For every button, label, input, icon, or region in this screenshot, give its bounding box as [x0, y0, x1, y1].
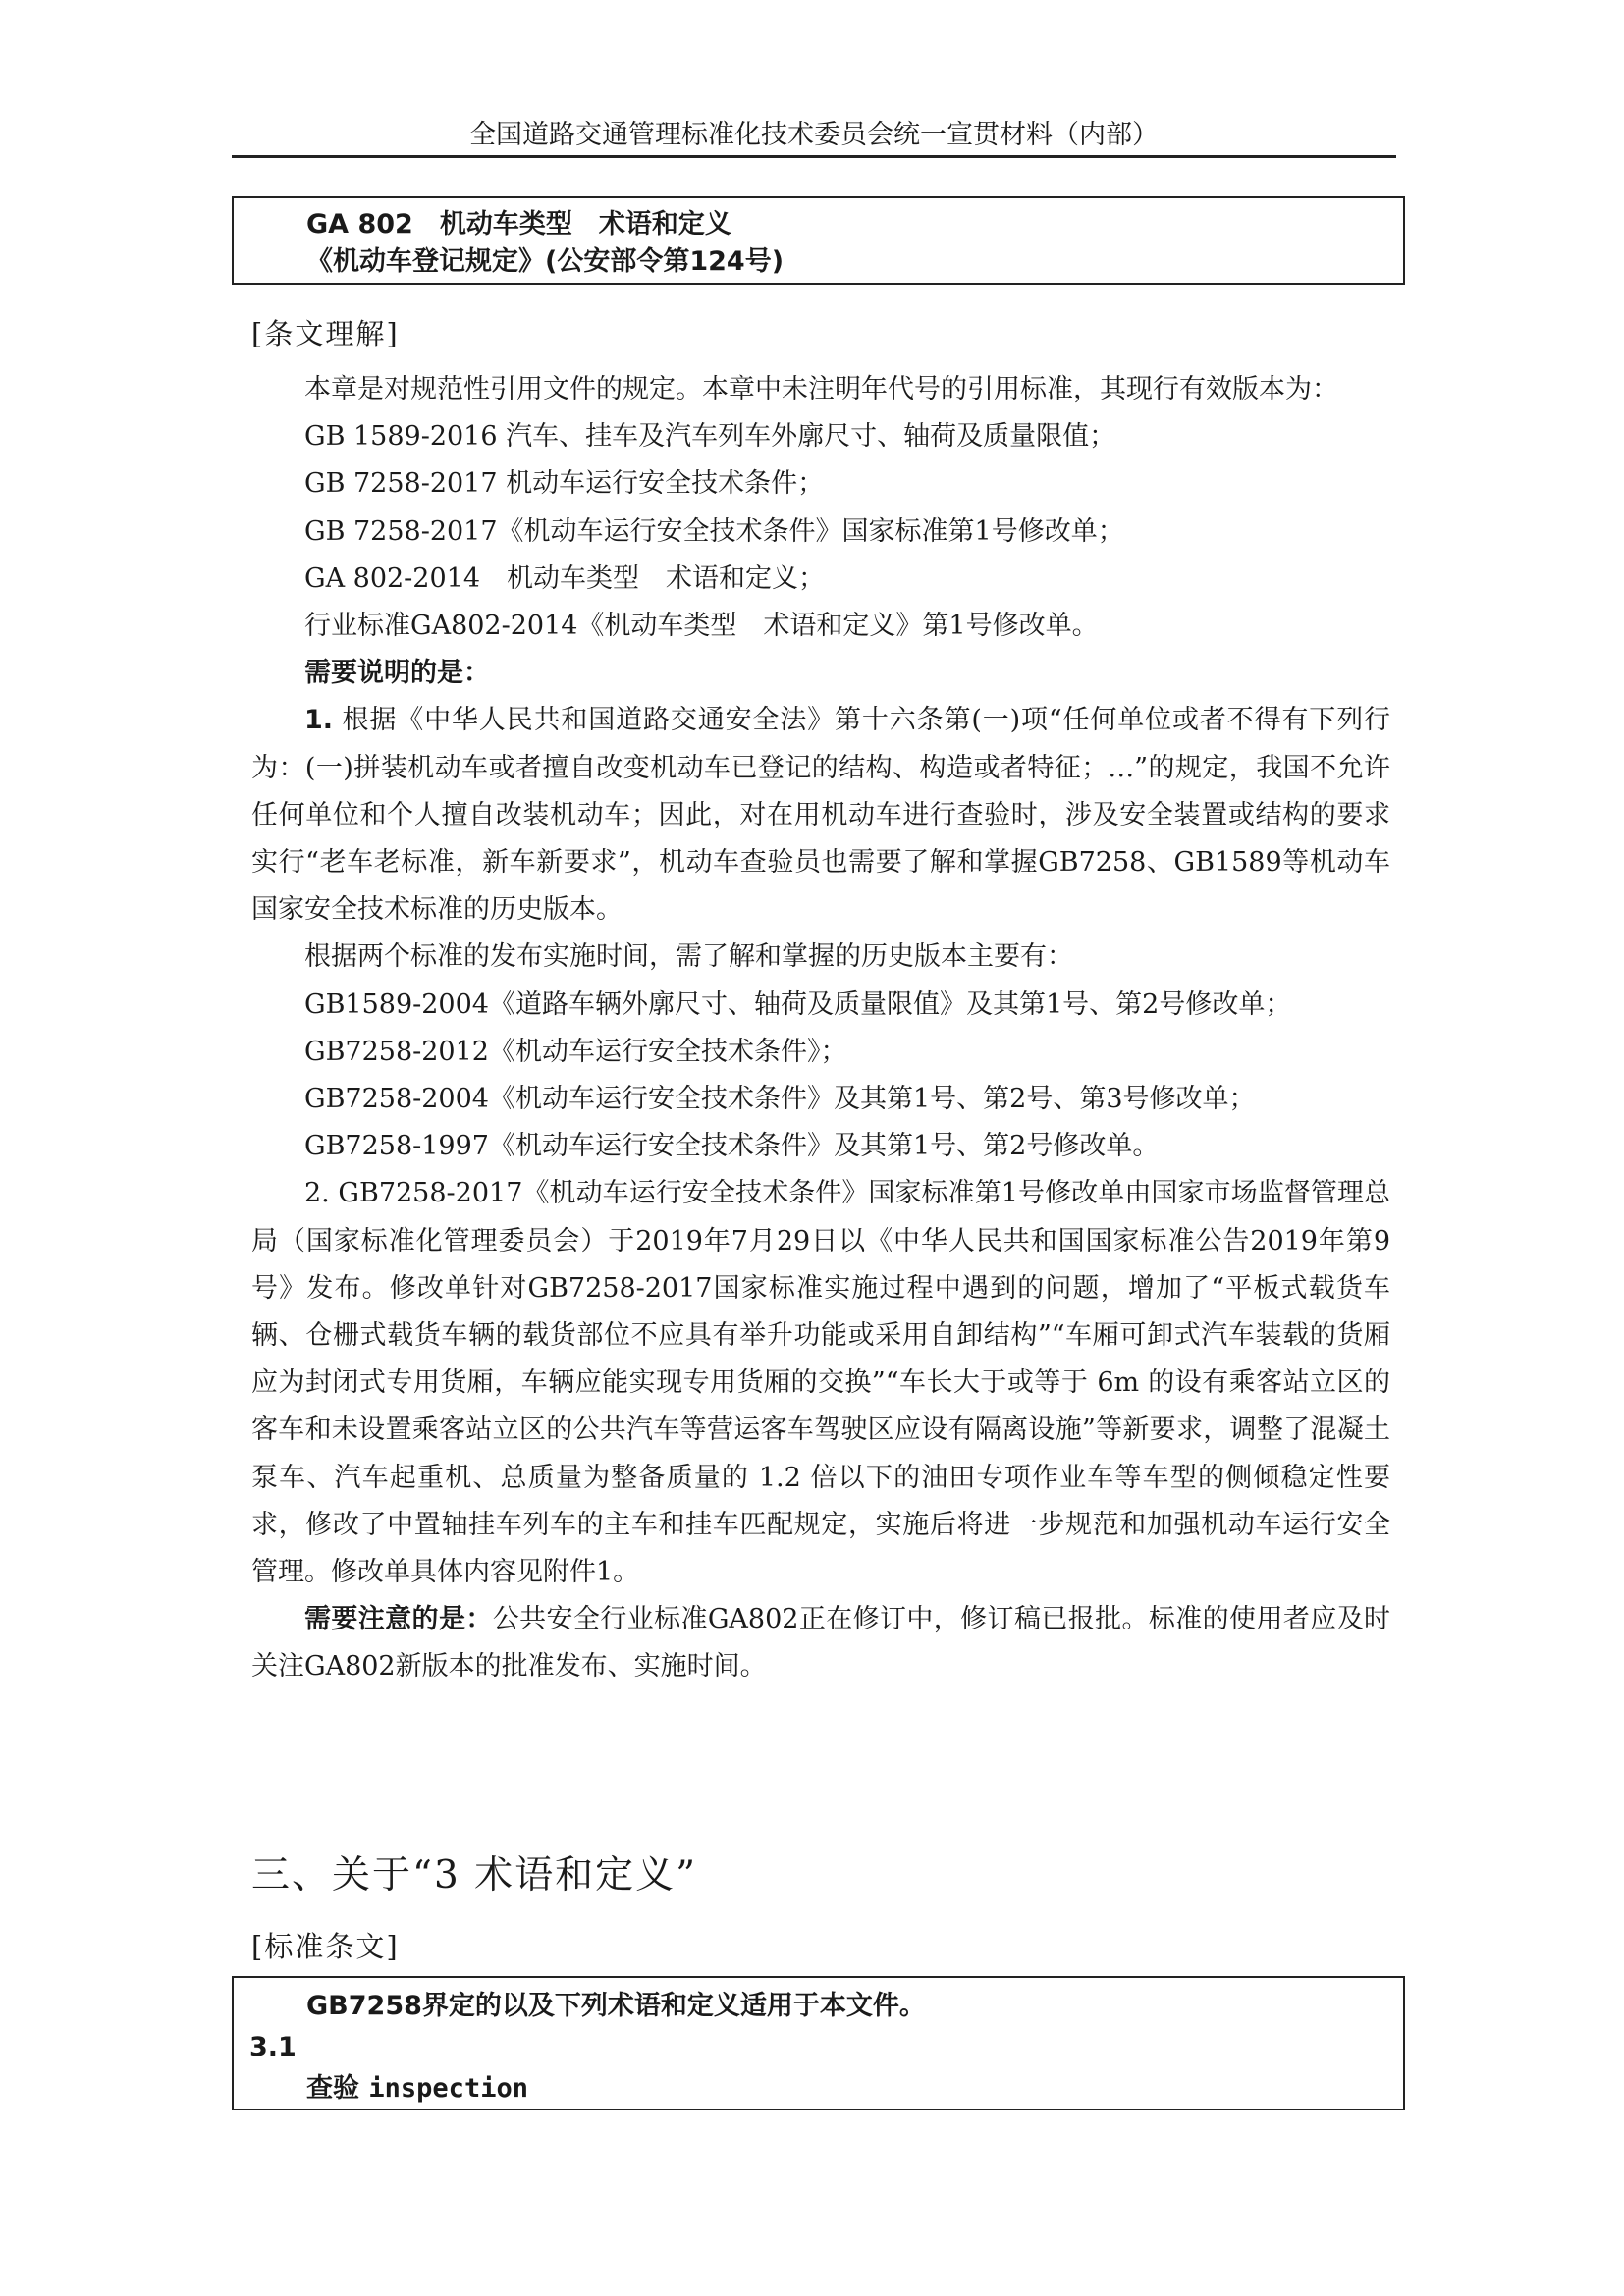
- clause-intro: GB7258界定的以及下列术语和定义适用于本文件。: [306, 1991, 926, 2021]
- attention-paragraph: [251, 1596, 1390, 1690]
- note-1-number: 1.: [304, 705, 334, 736]
- history-item: GB1589-2004《道路车辆外廓尺寸、轴荷及质量限值》及其第1号、第2号修改单；: [304, 988, 1292, 1020]
- note-1-paragraph: [251, 697, 1390, 934]
- section-3-heading: 三、关于“3 术语和定义”: [251, 1853, 698, 1897]
- section-label-interpretation: [条文理解]: [251, 317, 400, 350]
- note-heading: 需要说明的是：: [304, 658, 490, 689]
- header-rule: [232, 155, 1396, 158]
- reference-item: GA 802-2014 机动车类型 术语和定义；: [304, 562, 826, 594]
- term-en: inspection: [368, 2073, 528, 2104]
- reference-item: GB 7258-2017《机动车运行安全技术条件》国家标准第1号修改单；: [304, 515, 1124, 547]
- standard-box: [232, 196, 1405, 285]
- standard-box-line-2: 《机动车登记规定》(公安部令第124号): [306, 246, 785, 277]
- section-label-standard-text: [标准条文]: [251, 1930, 400, 1963]
- reference-item: GB 7258-2017 机动车运行安全技术条件；: [304, 468, 825, 500]
- history-intro: 根据两个标准的发布实施时间，需了解和掌握的历史版本主要有：: [304, 941, 1073, 973]
- note-2-paragraph: 2. GB7258-2017《机动车运行安全技术条件》国家标准第1号修改单由国家市场监督管理总局（国家标准化管理委员会）于2019年7月29日以《中华人民共和国国家标准公告2019年第9号》发布。修改单针对GB7258-2017国家标准实施过程中遇到的问题，增加了“平板式载货车辆、仓栅式载货车辆的载货部位不应具有举升功能或采用自卸结构”“车厢可卸式汽车装载的货厢应为封闭式专用货厢，车辆应能实现专用货厢的交换”“车长大于或等于 6m 的设有乘客站立区的客车和未设置乘客站立区的公共汽车等营运客车驾驶区应设有隔离设施”等新要求，调整了混凝土泵车、汽车起重机、总质量为整备质量的 1.2 倍以下的油田专项作业车等车型的侧倾稳定性要求，修改了中置轴挂车列车的主车和挂车匹配规定，实施后将进一步规范和加强机动车运行安全管理。修改单具体内容见附件1。: [251, 1178, 1390, 1588]
- term-cn: 查验: [306, 2073, 359, 2104]
- clause-box: [232, 1976, 1405, 2110]
- reference-item: GB 1589-2016 汽车、挂车及汽车列车外廓尺寸、轴荷及质量限值；: [304, 421, 1116, 453]
- standard-box-line-1: GA 802 机动车类型 术语和定义: [306, 209, 731, 240]
- note-1-text: 根据《中华人民共和国道路交通安全法》第十六条第(一)项“任何单位或者不得有下列行为：(一)拼装机动车或者擅自改变机动车已登记的结构、构造或者特征；…”的规定，我国不允许任何单位和个人擅自改装机动车；因此，对在用机动车进行查验时，涉及安全装置或结构的要求实行“老车老标准，新车新要求”，机动车查验员也需要了解和掌握GB7258、GB1589等机动车国家安全技术标准的历史版本。: [251, 705, 1390, 926]
- page-header: 全国道路交通管理标准化技术委员会统一宣贯材料（内部）: [469, 120, 1159, 150]
- history-item: GB7258-2004《机动车运行安全技术条件》及其第1号、第2号、第3号修改单；: [304, 1084, 1256, 1115]
- clause-term: [249, 2068, 1403, 2109]
- reference-item: 行业标准GA802-2014《机动车类型 术语和定义》第1号修改单。: [304, 611, 1099, 642]
- attention-heading: 需要注意的是：: [304, 1604, 493, 1635]
- clause-number: 3.1: [249, 2032, 297, 2062]
- history-item: GB7258-1997《机动车运行安全技术条件》及其第1号、第2号修改单。: [304, 1131, 1160, 1162]
- intro-paragraph: 本章是对规范性引用文件的规定。本章中未注明年代号的引用标准，其现行有效版本为：: [304, 374, 1338, 404]
- interpretation-body: [251, 366, 1390, 1691]
- attention-text: 公共安全行业标准GA802正在修订中，修订稿已报批。标准的使用者应及时关注GA802新版本的批准发布、实施时间。: [251, 1604, 1391, 1682]
- history-item: GB7258-2012《机动车运行安全技术条件》；: [304, 1036, 847, 1067]
